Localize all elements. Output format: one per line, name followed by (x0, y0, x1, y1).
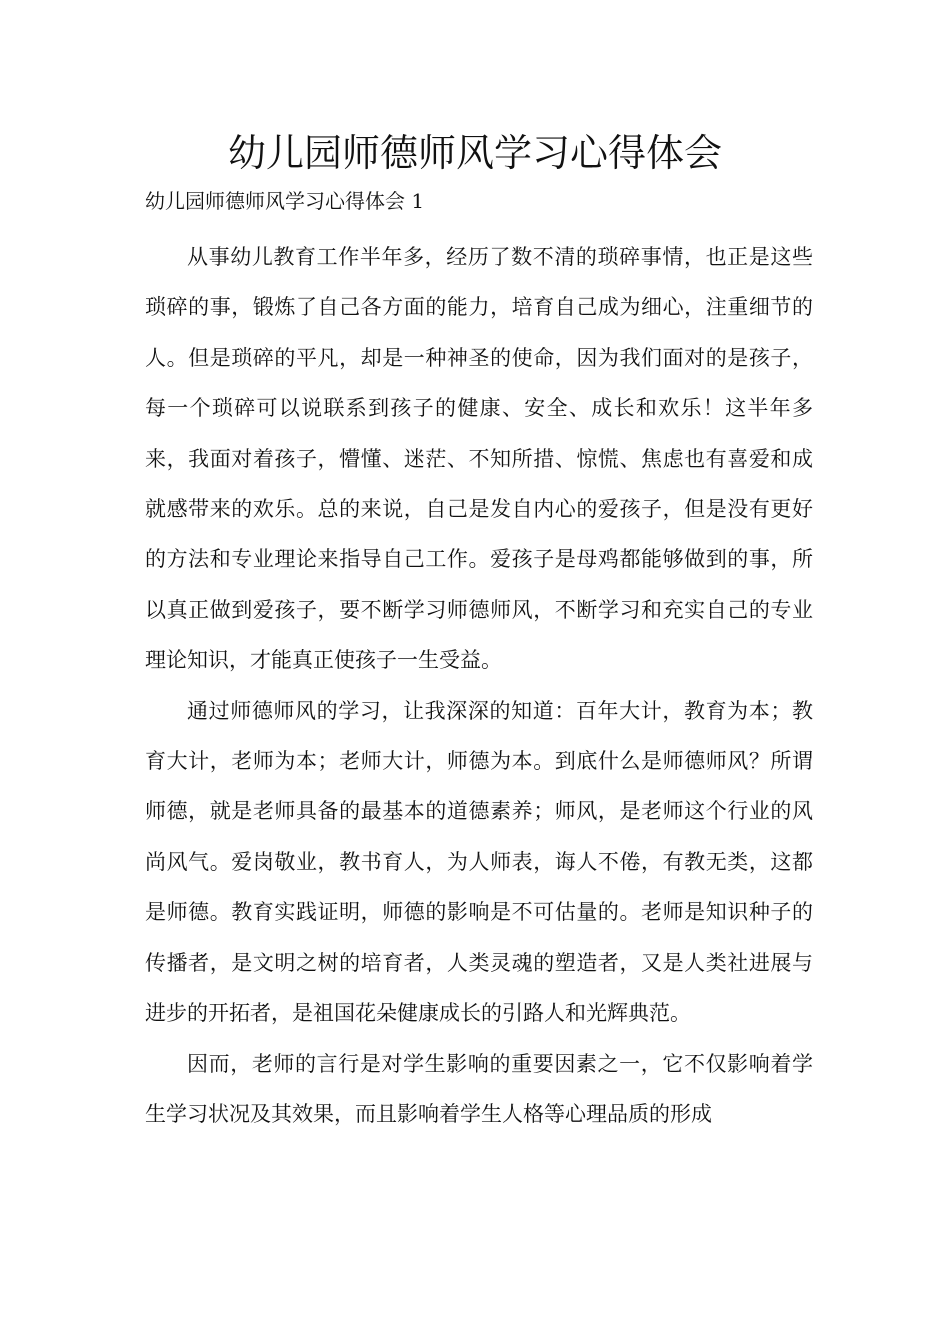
document-title: 幼儿园师德师风学习心得体会 (227, 131, 722, 175)
document-body (145, 232, 813, 1139)
paragraph: 因而，老师的言行是对学生影响的重要因素之一，它不仅影响着学生学习状况及其效果，而且影响着学生人格等心理品质的形成 (145, 1051, 813, 1126)
paragraph: 通过师德师风的学习，让我深深的知道：百年大计，教育为本；教育大计，老师为本；老师大计，师德为本。到底什么是师德师风？所谓师德，就是老师具备的最基本的道德素养；师风，是老师这个行业的风尚风气。爱岗敬业，教书育人，为人师表，诲人不倦，有教无类，这都是师德。教育实践证明，师德的影响是不可估量的。老师是知识种子的传播者，是文明之树的培育者，人类灵魂的塑造者，又是人类社进展与进步的开拓者，是祖国花朵健康成长的引路人和光辉典范。 (145, 698, 813, 1026)
paragraph: 从事幼儿教育工作半年多，经历了数不清的琐碎事情，也正是这些琐碎的事，锻炼了自己各方面的能力，培育自己成为细心，注重细节的人。但是琐碎的平凡，却是一种神圣的使命，因为我们面对的是孩子，每一个琐碎可以说联系到孩子的健康、安全、成长和欢乐！这半年多来，我面对着孩子，懵懂、迷茫、不知所措、惊慌、焦虑也有喜爱和成就感带来的欢乐。总的来说，自己是发自内心的爱孩子，但是没有更好的方法和专业理论来指导自己工作。爱孩子是母鸡都能够做到的事，所以真正做到爱孩子，要不断学习师德师风，不断学习和充实自己的专业理论知识，才能真正使孩子一生受益。 (145, 245, 813, 673)
section-heading: 幼儿园师德师风学习心得体会 1 (145, 189, 425, 213)
